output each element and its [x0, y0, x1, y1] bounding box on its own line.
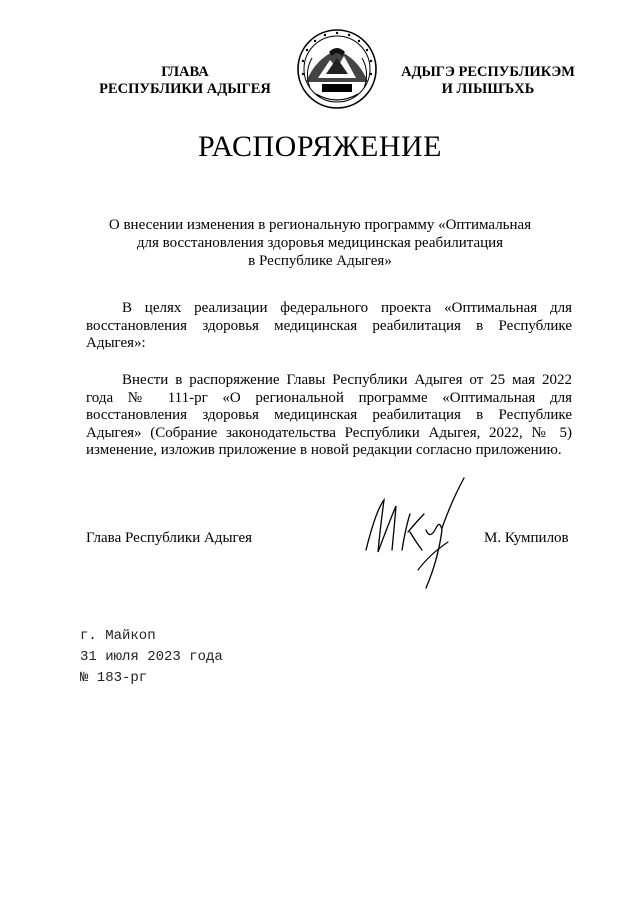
signatory-name: М. Кумпилов: [484, 530, 569, 546]
header-left-line1: ГЛАВА: [161, 64, 209, 80]
document-subject: [100, 216, 540, 270]
document-title: РАСПОРЯЖЕНИЕ: [197, 130, 443, 163]
header-left: [80, 64, 290, 98]
handwritten-signature: [356, 470, 476, 600]
footer-number: № 183-рг: [80, 670, 148, 686]
body-paragraph-1: В целях реализации федерального проекта «Оптимальная для восстановления здоровья медицинская реабилитация в Республике Адыгея»:: [86, 300, 572, 351]
document-footer: [80, 626, 223, 689]
header-right-line2: И ЛІЫШЪХЬ: [441, 81, 535, 97]
subject-line3: в Республике Адыгея»: [248, 253, 392, 269]
coat-of-arms-icon: [296, 28, 378, 110]
body-paragraph-2: Внести в распоряжение Главы Республики Адыгея от 25 мая 2022 года № 111-рг «О региональной программе «Оптимальная для восстановления здоровья медицинская реабилитация в Республике Адыгея» (Собрание законодательства Республики Адыгея, 2022, № 5) изменение, изложив приложение в новой редакции согласно приложению.: [86, 372, 572, 458]
footer-city: г. Майкоп: [80, 628, 156, 644]
footer-date: 31 июля 2023 года: [80, 649, 223, 665]
subject-line2: для восстановления здоровья медицинская реабилитация: [136, 235, 504, 251]
signatory-position: Глава Республики Адыгея: [86, 530, 253, 546]
subject-line1: О внесении изменения в региональную программу «Оптимальная: [108, 217, 532, 233]
header-right-line1: АДЫГЭ РЕСПУБЛИКЭМ: [401, 64, 575, 80]
header-right: [388, 64, 588, 98]
header-left-line2: РЕСПУБЛИКИ АДЫГЕЯ: [99, 81, 271, 97]
